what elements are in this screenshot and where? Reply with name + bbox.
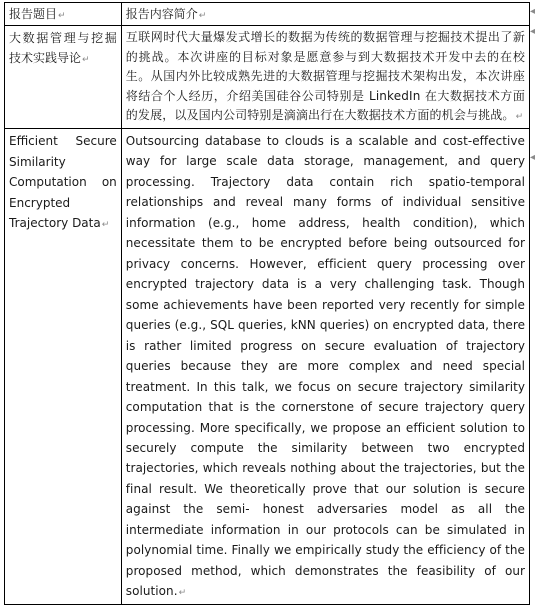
- table-row: [5, 26, 530, 129]
- table-row: [5, 128, 530, 604]
- row-title-text: Efficient Secure Similarity Computation on Encrypted Trajectory Data: [9, 133, 117, 231]
- header-cell-abstract[interactable]: [121, 3, 529, 26]
- paragraph-mark-icon: ↵: [178, 588, 187, 599]
- row-abstract-cell[interactable]: [121, 128, 529, 604]
- report-table: [4, 2, 530, 605]
- row-abstract-text: 互联网时代大量爆发式增长的数据为传统的数据管理与挖掘技术提出了新的挑战。本次讲座的目标对象是愿意参与到大数据技术开发中去的在校生。从国内外比较成熟先进的大数据管理与挖掘技术架构出发，本次讲座将结合个人经历，介绍美国硅谷公司特别是 LinkedIn 在大数据技术方面的发展，以及国内公司特别是滴滴出行在大数据技术方面的机会与挑战。: [125, 30, 525, 123]
- row-abstract-text: Outsourcing database to clouds is a scalable and cost-effective way for large scale data storage, management, and query processing. Trajectory data contain rich spatio-temporal relationships and reveal many forms of individual sensitive information (e.g., home address, health condition), which necessitate them to be encrypted before being outsourced for privacy concerns. However, efficient query processing over encrypted trajectory data is a very challenging task. Though some achievements have been reported very recently for simple queries (e.g., SQL queries, kNN queries) on encrypted data, there is rather limited progress on secure evaluation of trajectory queries because they are more complex and need special treatment. In this talk, we focus on secure trajectory similarity computation that is the cornerstone of secure trajectory query processing. More specifically, we propose an efficient solution to securely compute the similarity between two encrypted trajectories, which reveals nothing about the trajectories, but the final result. We theoretically prove that our solution is secure against the semi- honest adversaries model as all the intermediate information in our protocols can be simulated in polynomial time. Finally we empirically study the efficiency of the proposed method, which demonstrates the feasibility of our solution.: [125, 133, 525, 599]
- paragraph-mark-icon: ↵: [101, 220, 110, 231]
- paragraph-mark-icon: ↵: [198, 11, 207, 21]
- paragraph-mark-icon: ↵: [515, 112, 524, 123]
- header-title-label: 报告题目: [9, 7, 58, 21]
- table-header-row: [5, 3, 530, 26]
- row-end-mark-icon: ◂: [529, 6, 535, 17]
- paragraph-mark-icon: ↵: [58, 11, 66, 21]
- header-abstract-label: 报告内容简介: [125, 7, 198, 21]
- row-title-text: 大数据管理与挖掘技术实践导论: [9, 31, 117, 65]
- row-title-cell[interactable]: [5, 128, 122, 604]
- row-end-mark-icon: ◂: [529, 152, 535, 163]
- paragraph-mark-icon: ↵: [82, 55, 90, 65]
- row-end-mark-icon: ◂: [529, 26, 535, 37]
- header-cell-title[interactable]: [5, 3, 122, 26]
- row-abstract-cell[interactable]: [121, 26, 529, 129]
- row-title-cell[interactable]: [5, 26, 122, 129]
